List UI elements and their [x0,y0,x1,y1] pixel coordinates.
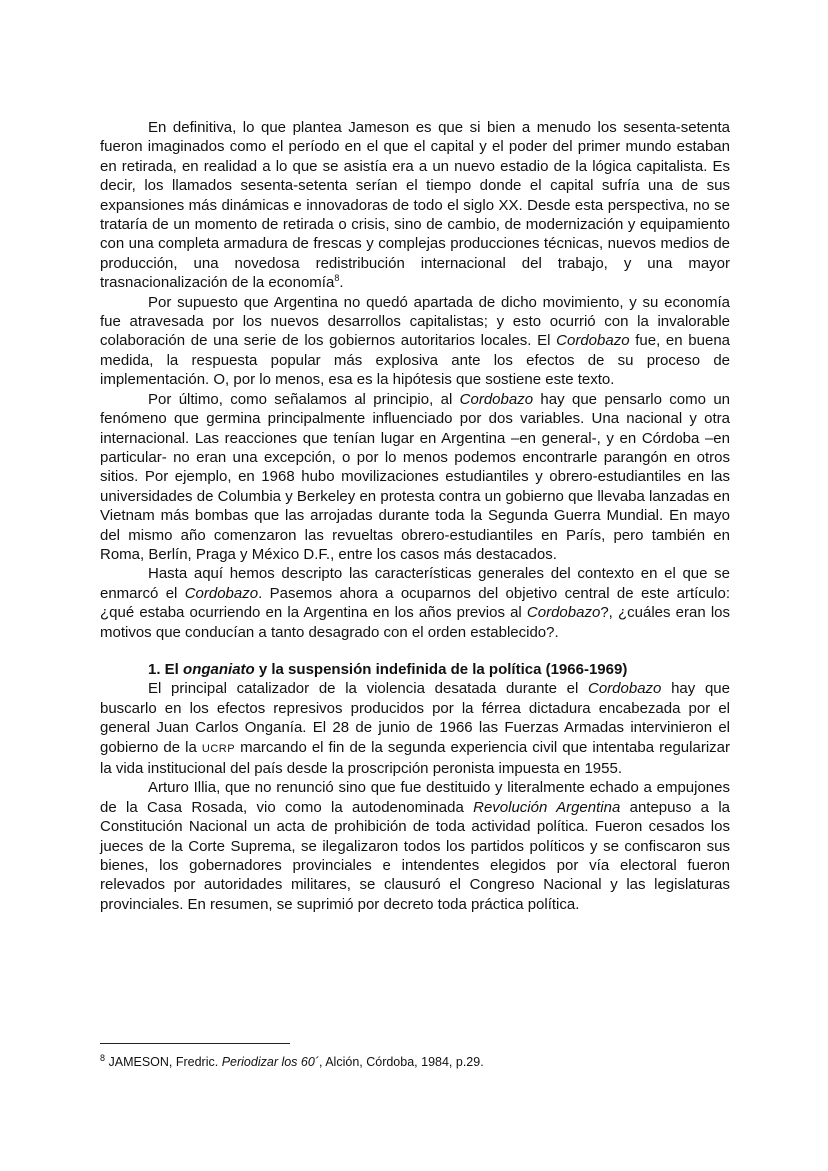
paragraph-2-text-a: Por supuesto que Argentina no quedó apartada de dicho movimiento, y su economía fue atravesada por los nuevos desarrollos capitalistas; y esto ocurrió con la invalorable colaboración de una serie de los gobiernos autoritarios locales. El [100,293,730,350]
paragraph-3-text-a: Por último, como señalamos al principio, al [148,390,460,408]
paragraph-4-text-c: ?, ¿cuáles eran los motivos que conducían a tanto desagrado con el orden establecido?. [100,604,730,641]
section-heading-text-a: 1. El [148,660,184,678]
paragraph-6 [100,778,730,914]
paragraph-1-end: . [339,274,344,292]
document-page [100,118,730,914]
footnote-number: 8 [100,1052,106,1063]
paragraph-2 [100,293,730,390]
paragraph-4-italic-1: Cordobazo [184,584,259,602]
section-heading-italic: onganiato [183,660,255,678]
paragraph-5-italic-1: Cordobazo [588,680,662,698]
footnote-italic-title: Periodizar los 60´ [221,1055,319,1069]
section-heading [100,660,730,679]
paragraph-3 [100,390,730,565]
paragraph-2-italic-1: Cordobazo [556,332,630,350]
paragraph-2-text-b: fue, en buena medida, la respuesta popular más explosiva ante los efectos de su proceso de implementación. O, por lo menos, esa es la hipótesis que sostiene este texto. [100,332,731,389]
paragraph-6-text-b: antepuso a la Constitución Nacional un acta de prohibición de toda actividad política. Fueron cesados los jueces de la Corte Suprema, se ilegalizaron todos los partidos políticos y se confiscaron sus bienes, los gobernadores provinciales e intendentes elegidos por vía electoral fueron relevados por autoridades militares, se clausuró el Congreso Nacional y las legislaturas provinciales. En resumen, se suprimió por decreto toda práctica política. [100,798,730,913]
paragraph-3-italic-1: Cordobazo [459,390,534,408]
paragraph-4-text-a: Hasta aquí hemos descripto las características generales del contexto en el que se enmarcó el [100,565,730,602]
paragraph-3-text-b: hay que pensarlo como un fenómeno que germina principalmente influenciado por dos variables. Una nacional y otra internacional. Las reacciones que tenían lugar en Argentina –en general-, y en Córdoba –en particular- no eran una excepción, o por lo menos podemos encontrarle parangón en otros sitios. Por ejemplo, en 1968 hubo movilizaciones estudiantiles y obrero-estudiantiles en las universidades de Columbia y Berkeley en protesta contra un gobierno que llevaba lanzadas en Vietnam más bombas que las arrojadas durante toda la Segunda Guerra Mundial. En mayo del mismo año comenzaron las revueltas obrero-estudiantiles en París, pero también en Roma, Berlín, Praga y México D.F., entre los casos más destacados. [100,390,730,563]
paragraph-5-text-a: El principal catalizador de la violencia desatada durante el [148,680,588,698]
paragraph-6-italic-1: Revolución Argentina [473,798,621,816]
footnote-ref-8[interactable]: 8 [334,273,340,284]
paragraph-1 [100,118,730,293]
paragraph-1-text: En definitiva, lo que plantea Jameson es que si bien a menudo los sesenta-setenta fueron imaginados como el período en el que el capital y el poder del primer mundo estaban en retirada, en realidad a lo que se asistía era a un nuevo estadio de la lógica capitalista. Es decir, los llamados sesenta-setenta serían el tiempo donde el capital sufría una de sus expansiones más dinámicas e innovadoras de todo el siglo XX. Desde esta perspectiva, no se trataría de un momento de retirada o crisis, sino de cambio, de modernización y equipamiento con una completa armadura de frescas y complejas producciones técnicas, nuevos medios de producción, una novedosa redistribución internacional del trabajo, y una mayor trasnacionalización de la economía [100,119,730,292]
footnote-text-b: , Alción, Córdoba, 1984, p.29. [318,1055,484,1069]
footnote-divider [100,1043,290,1044]
footnote-text-a: JAMESON, Fredric. [105,1055,222,1069]
party-acronym: UCRP [201,742,236,755]
paragraph-5 [100,679,730,778]
paragraph-5-text-c: marcando el fin de la segunda experiencia civil que intentaba regularizar la vida institucional del país desde la proscripción peronista impuesta en 1955. [100,738,730,777]
paragraph-4 [100,564,730,642]
section-heading-text-b: y la suspensión indefinida de la política (1966-1969) [254,660,628,678]
paragraph-5-text-b: hay que buscarlo en los efectos represivos producidos por la férrea dictadura encabezada por el general Juan Carlos Onganía. El 28 de junio de 1966 las Fuerzas Armadas intervinieron el gobierno de la [100,680,730,756]
paragraph-6-text-a: Arturo Illia, que no renunció sino que fue destituido y literalmente echado a empujones de la Casa Rosada, vio como la autodenominada [100,779,730,816]
paragraph-4-italic-2: Cordobazo [526,604,601,622]
footnote-8 [100,1054,730,1070]
paragraph-4-text-b: . Pasemos ahora a ocuparnos del objetivo central de este artículo: ¿qué estaba ocurriendo en la Argentina en los años previos al [100,584,730,622]
